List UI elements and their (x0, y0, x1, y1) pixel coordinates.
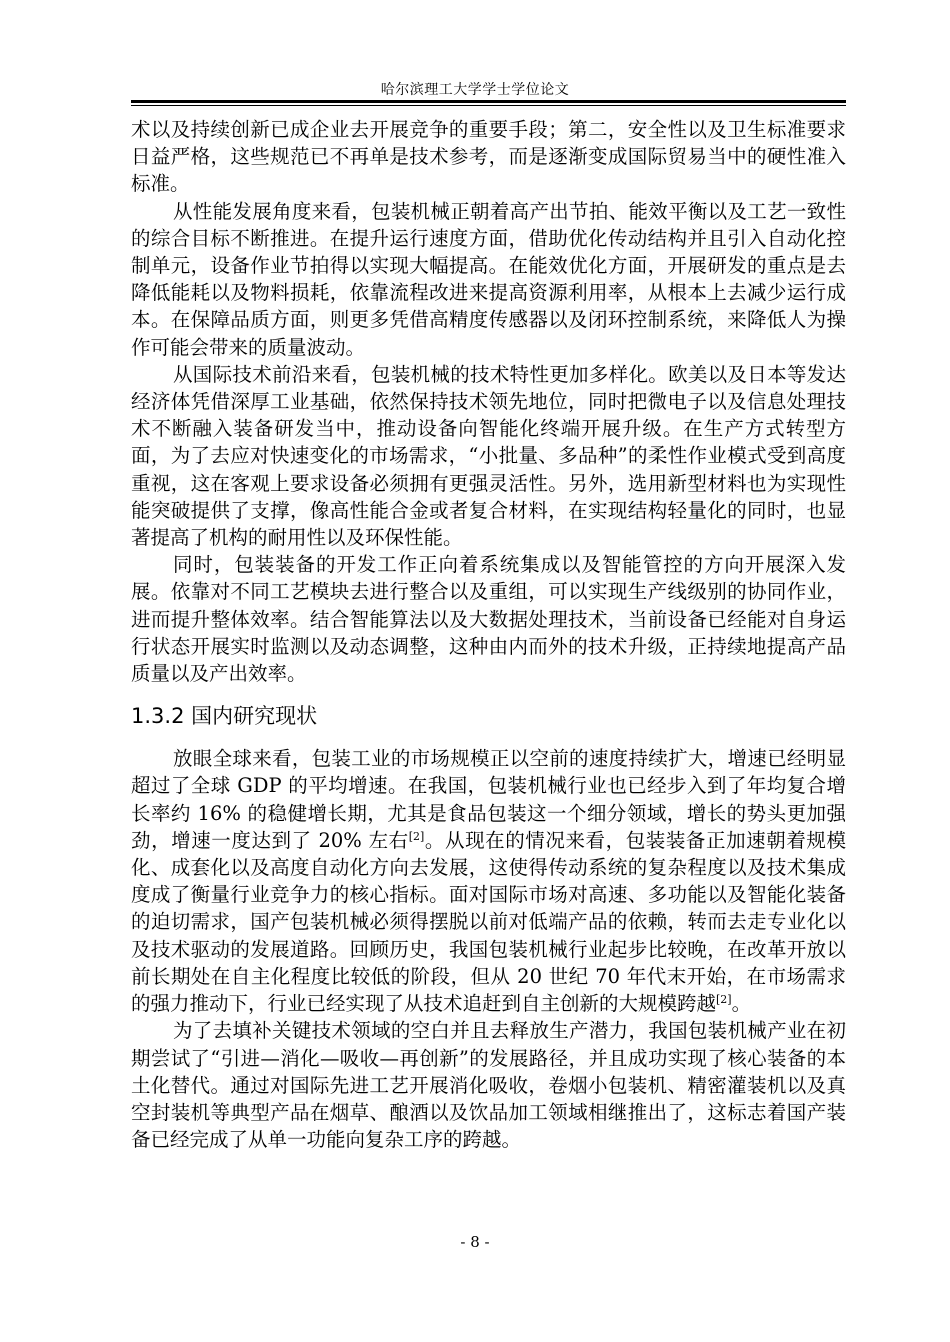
paragraph-international: 从国际技术前沿来看，包装机械的技术特性更加多样化。欧美以及日本等发达经济体凭借深厚工业基础，依然保持技术领先地位，同时把微电子以及信息处理技术不断融入装备研发当中，推动设备向智能化终端开展升级。在生产方式转型方面，为了去应对快速变化的市场需求，“小批量、多品种”的柔性作业模式受到高度重视，这在客观上要求设备必须拥有更强灵活性。另外，选用新型材料也为实现性能突破提供了支撑，像高性能合金或者复合材料，在实现结构轻量化的同时，也显著提高了机构的耐用性以及环保性能。 (131, 362, 846, 550)
section-heading: 1.3.2 国内研究现状 (131, 704, 318, 729)
running-header: 哈尔滨理工大学学士学位论文 (380, 82, 570, 98)
citation-ref: [2] (408, 829, 425, 843)
paragraph-text: 。 (731, 992, 752, 1016)
paragraph-text: 。从现在的情况来看，包装装备正加速朝着规模化、成套化以及高度自动化方向去发展，这使得传动系统的复杂程度以及技术集成度成了衡量行业竞争力的核心指标。面对国际市场对高速、多功能以及智能化装备的迫切需求，国产包装机械必须得摆脱以前对低端产品的依赖，转而去走专业化以及技术驱动的发展道路。回顾历史，我国包装机械行业起步比较晚，在改革开放以前长期处在自主化程度比较低的阶段，但从 20 世纪 70 年代末开始，在市场需求的强力推动下，行业已经实现了从技术追赶到自主创新的大规模跨越 (131, 828, 846, 1016)
header-rule-thick (131, 100, 846, 103)
paragraph-domestic-market (131, 745, 846, 1017)
citation-ref: [2] (716, 993, 732, 1007)
page-body (131, 116, 846, 1153)
header-rule-thin (131, 105, 846, 106)
paragraph-integration: 同时，包装装备的开发工作正向着系统集成以及智能管控的方向开展深入发展。依靠对不同工艺模块去进行整合以及重组，可以实现生产线级别的协同作业，进而提升整体效率。结合智能算法以及大数据处理技术，当前设备已经能对自身运行状态开展实时监测以及动态调整，这种由内而外的技术升级，正持续地提高产品质量以及产出效率。 (131, 553, 846, 686)
paragraph-text: 放眼全球来看，包装工业的市场规模正以空前的速度持续扩大，增速已经明显超过了全球 GDP 的平均增速。在我国，包装机械行业也已经步入到了年均复合增长率约 16% 的稳健增长期，尤其是食品包装这一个细分领域，增长的势头更加强劲，增速一度达到了 20% 左右 (131, 747, 846, 852)
paragraph-localization: 为了去填补关键技术领域的空白并且去释放生产潜力，我国包装机械产业在初期尝试了“引进—消化—吸收—再创新”的发展路径，并且成功实现了核心装备的本土化替代。通过对国际先进工艺开展消化吸收，卷烟小包装机、精密灌装机以及真空封装机等典型产品在烟草、酿酒以及饮品加工领域相继推出了，这标志着国产装备已经完成了从单一功能向复杂工序的跨越。 (131, 1019, 846, 1152)
paragraph-performance: 从性能发展角度来看，包装机械正朝着高产出节拍、能效平衡以及工艺一致性的综合目标不断推进。在提升运行速度方面，借助优化传动结构并且引入自动化控制单元，设备作业节拍得以实现大幅提高。在能效优化方面，开展研发的重点是去降低能耗以及物料损耗，依靠流程改进来提高资源利用率，从根本上去减少运行成本。在保障品质方面，则更多凭借高精度传感器以及闭环控制系统，来降低人为操作可能会带来的质量波动。 (131, 199, 846, 359)
page-number: - 8 - (460, 1233, 490, 1251)
paragraph-continued: 术以及持续创新已成企业去开展竞争的重要手段；第二，安全性以及卫生标准要求日益严格，这些规范已不再单是技术参考，而是逐渐变成国际贸易当中的硬性准入标准。 (131, 118, 846, 196)
